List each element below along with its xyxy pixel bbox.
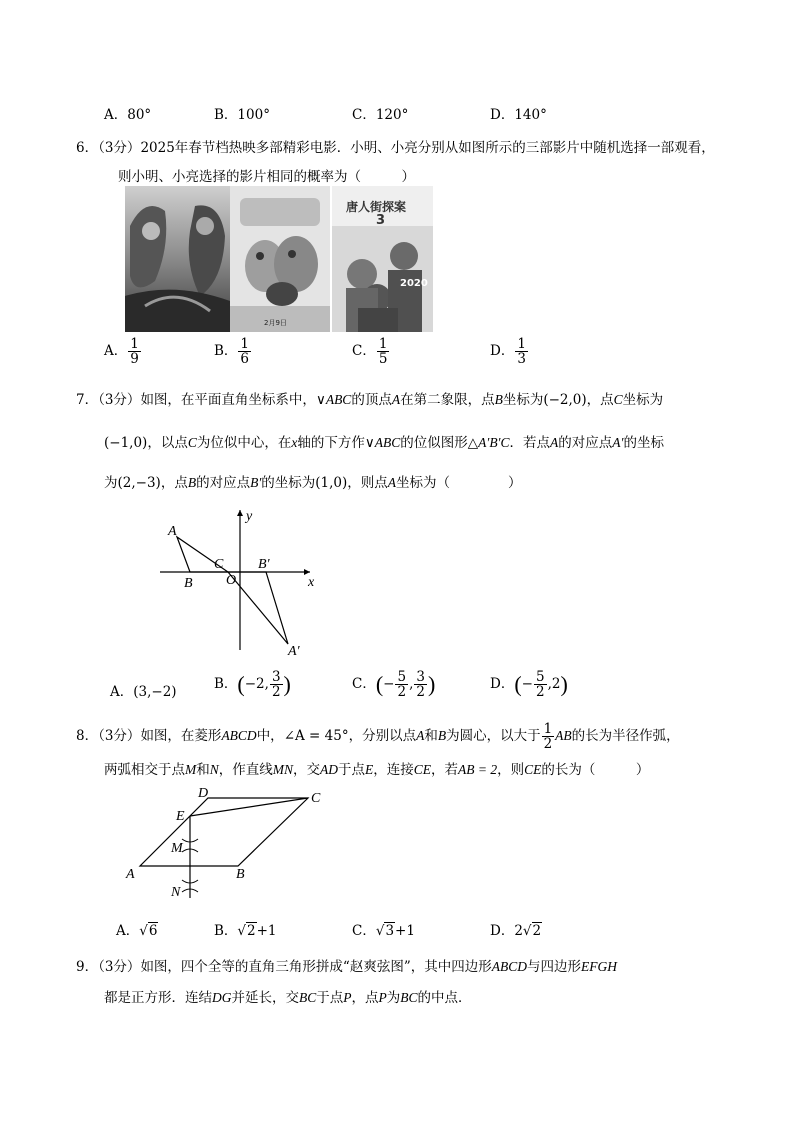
q7-option-a [110,680,177,700]
text: 如图，在菱形 [140,728,222,745]
movie-poster-3 [332,186,433,332]
question-score: （3分） [98,140,141,156]
q8-option-d [490,919,542,939]
option-letter: A． [110,684,134,700]
option-value: 120° [375,107,409,123]
option-letter: C． [352,107,376,123]
math: A′ [612,435,624,450]
sqrt: √3 [375,923,395,939]
text: 的中点． [417,990,472,1006]
label-m: M [171,841,183,856]
poster-3-title: 唐人街探案 [346,200,407,214]
q7-line-2 [104,431,664,451]
text: 两弧相交于点 [104,762,185,778]
q6-option-c [352,337,390,366]
label-d: D [198,786,209,801]
text: ，作直线 [218,762,273,778]
math: BC [400,990,418,1005]
fraction [128,337,141,366]
text: 的坐标 [623,435,664,451]
label-c: C [311,791,321,806]
text: ，点 [351,990,379,1006]
q5-option-d [490,103,547,123]
math: (−2,0) [543,392,587,408]
text: ，交 [293,762,321,778]
math: B′ [250,475,262,490]
option-letter: A． [104,343,128,360]
text: 轴的下方作 [297,435,365,451]
q6-option-a [104,337,142,366]
q8-option-a [116,919,158,939]
label-b-prime: B′ [258,557,270,572]
math: AD [320,762,339,777]
q7-option-c: C．(− $\frac{5}{2}$ , $\frac{3}{2}$ ) [352,669,436,701]
poster-3-year: 2020 [400,278,428,289]
q7-option-d: D．(− $\frac{5}{2}$ ,2) [490,669,568,701]
question-score: （3分） [98,959,141,975]
question-score: （3分） [98,392,141,408]
text: ，则 [497,762,525,778]
math: N [209,762,219,777]
question-number: 8． [76,728,99,745]
math: EFGH [581,959,617,974]
sqrt: √2 [522,923,542,939]
text: ，点 [586,392,614,408]
numerator: 3 [416,669,425,685]
math: DG [212,990,232,1005]
label-a: A [168,524,177,539]
question-score: （3分） [98,728,141,745]
option-value: 140° [514,107,547,123]
q8-option-b [214,919,277,939]
option-value: 100° [237,107,270,123]
math: ∨ABC [364,435,401,450]
text: ，则点 [347,475,388,491]
text: ，若 [431,762,459,778]
label-a: A [126,867,135,882]
fraction [542,722,555,751]
option-value: ,2 [547,676,561,693]
option-value: −2, [244,676,269,693]
math: ∨ABC [315,392,352,407]
label-c: C [214,557,224,572]
text: 为 [104,475,118,491]
text: 的对应点 [196,475,251,491]
question-number: 6． [76,140,99,156]
text: ，以点 [147,435,188,451]
text: 在第二象限，点 [400,392,495,408]
numerator: 3 [271,669,281,685]
text: 和 [424,728,438,745]
math: C [187,435,197,450]
math: AB = 2 [458,762,498,777]
rhombus-abcd [140,798,308,866]
y-axis-arrow [237,510,243,516]
text: 如图，在平面直角坐标系中， [140,392,316,408]
label-b: B [184,576,193,591]
denominator: 2 [535,684,545,701]
text: 的位似图形 [400,435,468,451]
option-letter: D． [490,923,515,939]
denominator: 2 [543,736,553,753]
numerator: 5 [535,669,545,685]
math: A [416,728,425,744]
q5-option-b [214,103,270,123]
math: (−1,0) [104,435,148,451]
q6-line-2 [118,165,415,185]
label-y: y [246,509,253,524]
math: x [291,435,298,450]
label-b: B [236,867,245,882]
fraction [395,670,408,699]
math: BC [299,990,317,1005]
fraction [515,337,528,366]
text: 坐标为（ [396,475,451,491]
q9-line-1 [76,955,617,975]
math: P [378,990,387,1005]
fraction [534,670,547,699]
text: 于点 [316,990,344,1006]
denominator: 5 [378,351,388,368]
q6-option-d [490,337,529,366]
q9-line-2 [104,986,472,1006]
option-letter: C． [352,923,376,939]
q8-line-2 [104,758,649,778]
math: P [343,990,352,1005]
text: ） [508,475,522,491]
text: 坐标为 [622,392,664,408]
q7-coordinate-figure [150,500,330,660]
option-letter: D． [490,107,515,123]
question-number: 7． [76,392,99,408]
option-value: − [521,676,533,693]
poster-3-number: 3 [376,213,386,228]
label-x: x [308,575,315,590]
math: A [550,435,559,450]
radicand: 2 [532,923,542,939]
math: (1,0) [315,475,348,491]
option-value: +1 [256,923,277,939]
option-letter: A． [104,107,128,123]
option-value: +1 [395,923,415,939]
q8-line-1 [76,722,680,751]
numerator: 1 [543,721,553,737]
radicand: 6 [148,923,158,939]
fraction [414,670,427,699]
math: AB [555,728,572,744]
label-n: N [171,885,181,900]
option-letter: D． [490,343,515,360]
q5-option-a [104,103,151,123]
radicand: 3 [385,923,395,939]
q6-text-2: 则小明、小亮选择的影片相同的概率为（ ） [118,169,415,185]
text: 并延长，交 [231,990,299,1006]
numerator: 1 [130,336,139,352]
q6-line-1 [76,136,715,156]
numerator: 1 [240,336,250,352]
text: ，连接 [373,762,414,778]
option-letter: D． [490,676,515,693]
math: ∠A = 45° [283,728,349,745]
text: 的长为半径作弧， [571,728,680,745]
triangle-a-prime-b-prime-c [228,572,288,644]
q7-option-b: B．(−2, $\frac{3}{2}$ ) [214,669,291,701]
q7-line-3 [104,471,522,491]
option-letter: B． [214,343,238,360]
text: 坐标为 [502,392,544,408]
math: E [365,762,374,777]
sqrt: √6 [139,923,158,939]
q5-option-c [352,103,408,123]
math: △A′B′C [467,435,510,450]
text: 为位似中心，在 [196,435,292,451]
movie-poster-2 [230,186,330,332]
math: ABCD [491,959,527,974]
text: 为圆心，以大于 [446,728,541,745]
q7-line-1 [76,388,663,408]
math: ABCD [221,728,257,744]
math: M [185,762,197,777]
q8-rhombus-figure [118,784,338,904]
q6-option-b [214,337,252,366]
numerator: 5 [397,669,407,685]
fraction [270,670,283,699]
option-letter: A． [116,923,140,939]
denominator: 2 [416,684,425,701]
numerator: 1 [378,336,388,352]
math: B [494,392,503,407]
math: C [613,392,623,407]
denominator: 2 [271,684,281,701]
q8-option-c [352,919,415,939]
denominator: 2 [397,684,407,701]
label-e: E [176,809,185,824]
text: 如图，四个全等的直角三角形拼成“赵爽弦图”，其中四边形 [140,959,492,975]
sqrt: √2 [237,923,256,939]
poster-2-caption: 2月9日 [264,319,287,327]
denominator: 6 [240,351,250,368]
option-letter: B． [214,923,238,939]
label-a-prime: A′ [288,644,300,659]
denominator: 3 [517,351,526,368]
option-value: 2 [514,923,523,939]
text: ．若点 [509,435,551,451]
text: ，点 [160,475,188,491]
math: A [391,392,401,407]
option-value: − [383,676,395,693]
option-letter: B． [214,676,238,693]
text: 为 [386,990,401,1006]
math: MN [272,762,294,777]
movie-poster-1 [125,186,230,332]
text: 都是正方形．连结 [104,990,212,1006]
radicand: 2 [247,923,256,939]
math: CE [413,762,432,777]
option-letter: C． [352,343,376,360]
fraction [238,337,251,366]
text: 的坐标为 [261,475,316,491]
text: 中， [256,728,284,745]
option-letter: B． [214,107,238,123]
text: 于点 [338,762,366,778]
denominator: 9 [130,351,139,368]
numerator: 1 [517,336,526,352]
text: 的长为（ ） [541,762,650,778]
fraction [377,337,390,366]
q6-text-1: 2025年春节档热映多部精彩电影．小明、小亮分别从如图所示的三部影片中随机选择一部观看， [140,140,715,156]
text: 的顶点 [351,392,392,408]
text: 与四边形 [527,959,581,975]
math: B [187,475,197,490]
text: ，分别以点 [348,728,417,745]
math: B [437,728,447,744]
option-value: (3,−2) [133,684,177,700]
math: CE [524,762,542,777]
math: (2,−3) [117,475,161,491]
math: A [387,475,397,490]
option-value: 80° [127,107,152,123]
option-letter: C． [352,676,376,693]
text: 和 [196,762,210,778]
question-number: 9． [76,959,99,975]
text: 的对应点 [558,435,613,451]
label-origin: O [226,573,237,588]
